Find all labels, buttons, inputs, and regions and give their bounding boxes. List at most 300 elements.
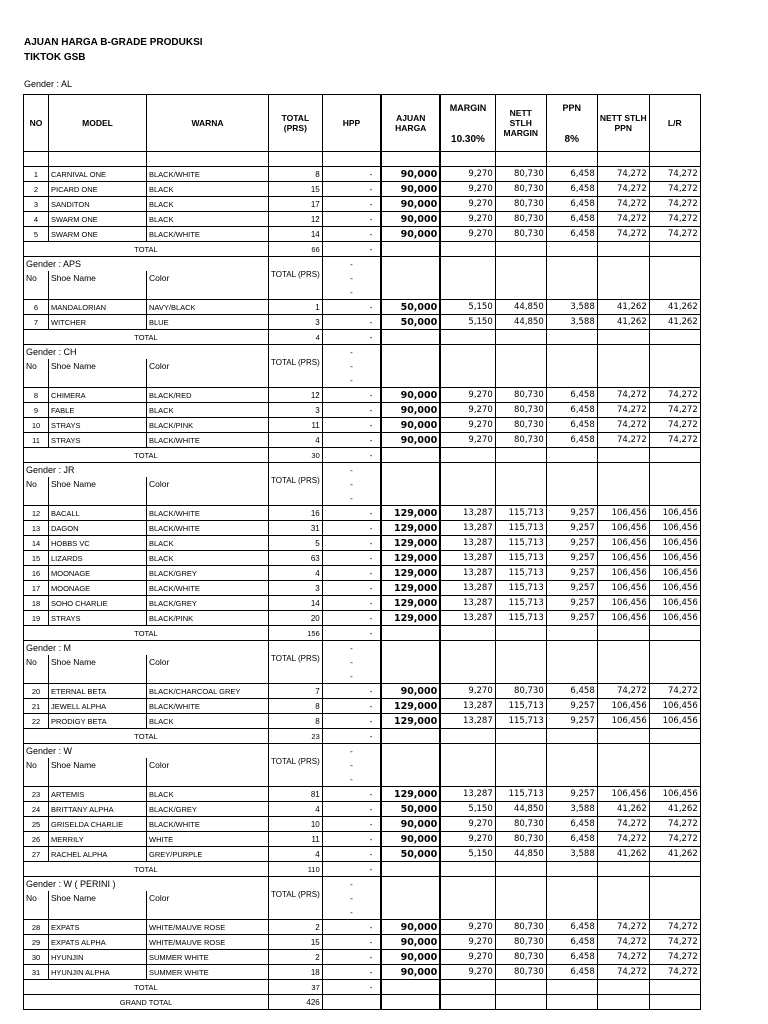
empty-cell: [649, 980, 700, 995]
row-hpp: -: [322, 315, 381, 330]
row-hpp: -: [322, 242, 381, 257]
empty-cell: [546, 641, 597, 656]
row-total: 18: [269, 965, 323, 980]
hpp-cell: -: [322, 257, 381, 272]
row-hpp: -: [322, 506, 381, 521]
empty-cell: [495, 641, 546, 656]
row-ajuan-harga: 129,000: [381, 787, 440, 802]
row-total: 15: [269, 182, 323, 197]
empty-cell: [597, 242, 649, 257]
row-margin: 9,270: [440, 167, 495, 182]
empty-cell: [546, 242, 597, 257]
row-model: STRAYS: [49, 611, 147, 626]
row-margin: 9,270: [440, 832, 495, 847]
row-nett-margin: 44,850: [495, 300, 546, 315]
row-ppn: 6,458: [546, 212, 597, 227]
header-margin-pct: 10.30%: [451, 134, 485, 145]
row-nett-ppn: 74,272: [597, 403, 649, 418]
row-hpp: -: [322, 802, 381, 817]
row-hpp: -: [322, 611, 381, 626]
empty-cell: [649, 905, 700, 920]
empty-cell: [147, 669, 269, 684]
empty-cell: [381, 862, 440, 877]
row-nett-ppn: 74,272: [597, 167, 649, 182]
empty-cell: [49, 285, 147, 300]
row-total: 31: [269, 521, 323, 536]
row-model: PICARD ONE: [49, 182, 147, 197]
row-ppn: 9,257: [546, 506, 597, 521]
gender-row: [24, 641, 701, 656]
hpp-cell: -: [322, 891, 381, 905]
empty-cell: [269, 373, 323, 388]
table-row: [24, 950, 701, 965]
row-warna: WHITE/MAUVE ROSE: [147, 935, 269, 950]
sub-header-no: No: [24, 655, 49, 669]
empty-cell: [440, 655, 495, 669]
empty-cell: [381, 758, 440, 772]
table-row: [24, 817, 701, 832]
sub-header-total: TOTAL (PRS): [269, 477, 323, 491]
gender-label: Gender : APS: [24, 257, 269, 272]
row-nett-ppn: 74,272: [597, 920, 649, 935]
empty-cell: [381, 729, 440, 744]
empty-cell: [269, 152, 323, 167]
empty-cell: [649, 477, 700, 491]
row-margin: 9,270: [440, 920, 495, 935]
empty-cell: [546, 491, 597, 506]
row-no: 19: [24, 611, 49, 626]
row-nett-margin: 80,730: [495, 197, 546, 212]
row-nett-ppn: 74,272: [597, 684, 649, 699]
empty-cell: [381, 980, 440, 995]
empty-cell: [597, 729, 649, 744]
empty-cell: [495, 980, 546, 995]
row-ppn: 3,588: [546, 300, 597, 315]
row-hpp: -: [322, 566, 381, 581]
row-warna: BLACK: [147, 787, 269, 802]
row-margin: 13,287: [440, 596, 495, 611]
gender-row: [24, 345, 701, 360]
row-total: 16: [269, 506, 323, 521]
hpp-cell: -: [322, 744, 381, 759]
row-lr: 74,272: [649, 950, 700, 965]
empty-cell: [546, 891, 597, 905]
sub-header-total: TOTAL (PRS): [269, 655, 323, 669]
row-nett-ppn: 106,456: [597, 611, 649, 626]
empty-cell: [24, 669, 49, 684]
grand-total-label: GRAND TOTAL: [24, 995, 269, 1010]
empty-cell: [381, 626, 440, 641]
row-nett-margin: 115,713: [495, 536, 546, 551]
table-row: [24, 300, 701, 315]
row-nett-ppn: 74,272: [597, 433, 649, 448]
row-hpp: -: [322, 714, 381, 729]
row-total: 5: [269, 536, 323, 551]
blank-row: [24, 669, 701, 684]
empty-cell: [546, 463, 597, 478]
row-ppn: 9,257: [546, 536, 597, 551]
row-margin: 5,150: [440, 847, 495, 862]
row-nett-margin: 44,850: [495, 847, 546, 862]
header-lr: L/R: [649, 95, 700, 152]
row-lr: 106,456: [649, 551, 700, 566]
row-warna: WHITE: [147, 832, 269, 847]
empty-cell: [597, 995, 649, 1010]
gender-row: [24, 877, 701, 892]
gender-row: [24, 463, 701, 478]
header-margin: [440, 95, 495, 152]
empty-cell: [649, 891, 700, 905]
header-ppn-label: PPN: [562, 103, 581, 113]
sub-header-shoe-name: Shoe Name: [49, 477, 147, 491]
row-lr: 106,456: [649, 581, 700, 596]
empty-cell: [546, 772, 597, 787]
row-model: BACALL: [49, 506, 147, 521]
table-row: [24, 388, 701, 403]
empty-cell: [546, 758, 597, 772]
empty-cell: [440, 862, 495, 877]
row-nett-ppn: 74,272: [597, 965, 649, 980]
row-no: 18: [24, 596, 49, 611]
row-warna: BLACK/WHITE: [147, 581, 269, 596]
row-total: 8: [269, 699, 323, 714]
empty-cell: [597, 152, 649, 167]
empty-cell: [440, 772, 495, 787]
row-no: 13: [24, 521, 49, 536]
row-lr: 41,262: [649, 315, 700, 330]
row-no: 3: [24, 197, 49, 212]
row-nett-ppn: 74,272: [597, 197, 649, 212]
row-hpp: -: [322, 433, 381, 448]
empty-cell: [440, 477, 495, 491]
row-no: 24: [24, 802, 49, 817]
row-warna: WHITE/MAUVE ROSE: [147, 920, 269, 935]
sub-header-color: Color: [147, 359, 269, 373]
row-ajuan-harga: 50,000: [381, 847, 440, 862]
row-warna: BLACK: [147, 182, 269, 197]
row-warna: BLACK: [147, 403, 269, 418]
total-value: 23: [269, 729, 323, 744]
empty-cell: [495, 285, 546, 300]
blank-row: [24, 772, 701, 787]
row-lr: 74,272: [649, 197, 700, 212]
row-model: MERRILY: [49, 832, 147, 847]
row-total: 14: [269, 596, 323, 611]
empty-cell: [24, 373, 49, 388]
empty-cell: [269, 491, 323, 506]
row-ppn: 6,458: [546, 684, 597, 699]
total-value: 66: [269, 242, 323, 257]
empty-cell: [546, 330, 597, 345]
sub-header-total: TOTAL (PRS): [269, 758, 323, 772]
row-nett-ppn: 106,456: [597, 551, 649, 566]
row-model: EXPATS: [49, 920, 147, 935]
empty-cell: [381, 257, 440, 272]
row-hpp: -: [322, 227, 381, 242]
row-nett-ppn: 106,456: [597, 699, 649, 714]
row-model: STRAYS: [49, 418, 147, 433]
row-margin: 9,270: [440, 212, 495, 227]
row-nett-ppn: 106,456: [597, 506, 649, 521]
row-lr: 74,272: [649, 212, 700, 227]
sub-header-row: [24, 891, 701, 905]
hpp-cell: -: [322, 271, 381, 285]
empty-cell: [597, 373, 649, 388]
sub-header-color: Color: [147, 271, 269, 285]
row-total: 8: [269, 167, 323, 182]
row-lr: 74,272: [649, 920, 700, 935]
total-row: [24, 330, 701, 345]
row-nett-ppn: 106,456: [597, 521, 649, 536]
row-margin: 13,287: [440, 611, 495, 626]
row-hpp: -: [322, 787, 381, 802]
row-ppn: 9,257: [546, 699, 597, 714]
total-row: [24, 626, 701, 641]
row-model: WITCHER: [49, 315, 147, 330]
row-margin: 9,270: [440, 403, 495, 418]
row-lr: 74,272: [649, 388, 700, 403]
row-hpp: -: [322, 684, 381, 699]
row-nett-margin: 80,730: [495, 965, 546, 980]
row-ajuan-harga: 90,000: [381, 227, 440, 242]
row-model: ETERNAL BETA: [49, 684, 147, 699]
row-nett-margin: 80,730: [495, 433, 546, 448]
row-ajuan-harga: 90,000: [381, 433, 440, 448]
empty-cell: [495, 772, 546, 787]
row-ppn: 6,458: [546, 817, 597, 832]
empty-cell: [649, 995, 700, 1010]
gender-row: [24, 744, 701, 759]
empty-cell: [440, 877, 495, 892]
empty-cell: [49, 491, 147, 506]
row-warna: BLACK/WHITE: [147, 506, 269, 521]
total-label: TOTAL: [24, 242, 269, 257]
row-ajuan-harga: 90,000: [381, 817, 440, 832]
row-ppn: 9,257: [546, 714, 597, 729]
hpp-cell: -: [322, 655, 381, 669]
row-nett-margin: 80,730: [495, 684, 546, 699]
table-row: [24, 684, 701, 699]
row-no: 15: [24, 551, 49, 566]
empty-cell: [546, 626, 597, 641]
total-row: [24, 729, 701, 744]
row-total: 3: [269, 403, 323, 418]
empty-cell: [597, 626, 649, 641]
row-nett-margin: 80,730: [495, 832, 546, 847]
header-ppn: [546, 95, 597, 152]
empty-cell: [381, 345, 440, 360]
empty-cell: [597, 891, 649, 905]
row-no: 6: [24, 300, 49, 315]
row-margin: 9,270: [440, 684, 495, 699]
sub-header-shoe-name: Shoe Name: [49, 758, 147, 772]
row-ppn: 6,458: [546, 403, 597, 418]
empty-cell: [649, 359, 700, 373]
empty-cell: [269, 905, 323, 920]
row-model: SWARM ONE: [49, 227, 147, 242]
empty-cell: [649, 330, 700, 345]
sub-header-row: [24, 477, 701, 491]
row-model: MOONAGE: [49, 566, 147, 581]
row-nett-ppn: 106,456: [597, 566, 649, 581]
empty-cell: [546, 729, 597, 744]
row-ppn: 6,458: [546, 227, 597, 242]
row-warna: BLACK/RED: [147, 388, 269, 403]
row-nett-ppn: 106,456: [597, 714, 649, 729]
gender-row: [24, 257, 701, 272]
empty-cell: [440, 980, 495, 995]
row-warna: BLACK: [147, 536, 269, 551]
empty-cell: [24, 905, 49, 920]
row-total: 4: [269, 433, 323, 448]
row-no: 26: [24, 832, 49, 847]
row-warna: BLACK/CHARCOAL GREY: [147, 684, 269, 699]
row-lr: 41,262: [649, 847, 700, 862]
empty-cell: [495, 491, 546, 506]
row-no: 12: [24, 506, 49, 521]
row-warna: BLACK/WHITE: [147, 521, 269, 536]
empty-cell: [381, 772, 440, 787]
row-nett-ppn: 74,272: [597, 182, 649, 197]
row-nett-margin: 80,730: [495, 418, 546, 433]
row-lr: 74,272: [649, 684, 700, 699]
sub-header-total: TOTAL (PRS): [269, 891, 323, 905]
row-total: 17: [269, 197, 323, 212]
table-row: [24, 403, 701, 418]
row-hpp: -: [322, 950, 381, 965]
row-no: 8: [24, 388, 49, 403]
row-margin: 13,287: [440, 506, 495, 521]
empty-cell: [546, 152, 597, 167]
sub-header-row: [24, 758, 701, 772]
empty-cell: [269, 641, 323, 656]
row-ppn: 9,257: [546, 596, 597, 611]
sub-header-shoe-name: Shoe Name: [49, 655, 147, 669]
row-lr: 106,456: [649, 536, 700, 551]
table-row: [24, 536, 701, 551]
empty-cell: [269, 744, 323, 759]
row-nett-margin: 115,713: [495, 787, 546, 802]
empty-cell: [597, 285, 649, 300]
row-nett-ppn: 41,262: [597, 315, 649, 330]
row-no: 22: [24, 714, 49, 729]
empty-cell: [440, 463, 495, 478]
row-ppn: 6,458: [546, 418, 597, 433]
empty-cell: [495, 242, 546, 257]
row-ajuan-harga: 129,000: [381, 521, 440, 536]
row-no: 5: [24, 227, 49, 242]
row-warna: BLACK/PINK: [147, 611, 269, 626]
row-total: 15: [269, 935, 323, 950]
table-row: [24, 506, 701, 521]
row-model: SOHO CHARLIE: [49, 596, 147, 611]
empty-cell: [381, 285, 440, 300]
empty-cell: [440, 729, 495, 744]
empty-cell: [546, 359, 597, 373]
empty-cell: [546, 744, 597, 759]
row-total: 3: [269, 581, 323, 596]
hpp-cell: -: [322, 345, 381, 360]
empty-cell: [440, 905, 495, 920]
empty-cell: [147, 373, 269, 388]
row-lr: 74,272: [649, 817, 700, 832]
empty-cell: [440, 744, 495, 759]
row-ajuan-harga: 129,000: [381, 581, 440, 596]
row-warna: BLACK: [147, 197, 269, 212]
row-hpp: -: [322, 388, 381, 403]
row-nett-ppn: 74,272: [597, 817, 649, 832]
row-hpp: -: [322, 182, 381, 197]
row-nett-margin: 80,730: [495, 227, 546, 242]
row-hpp: -: [322, 729, 381, 744]
sub-header-color: Color: [147, 477, 269, 491]
row-no: 16: [24, 566, 49, 581]
hpp-cell: -: [322, 359, 381, 373]
row-warna: NAVY/BLACK: [147, 300, 269, 315]
row-model: FABLE: [49, 403, 147, 418]
empty-cell: [495, 477, 546, 491]
row-lr: 74,272: [649, 965, 700, 980]
row-total: 3: [269, 315, 323, 330]
row-margin: 9,270: [440, 182, 495, 197]
blank-row: [24, 373, 701, 388]
row-no: 1: [24, 167, 49, 182]
empty-cell: [649, 877, 700, 892]
row-nett-margin: 80,730: [495, 935, 546, 950]
row-model: RACHEL ALPHA: [49, 847, 147, 862]
empty-cell: [546, 905, 597, 920]
row-no: 9: [24, 403, 49, 418]
table-row: [24, 847, 701, 862]
row-model: JEWELL ALPHA: [49, 699, 147, 714]
empty-cell: [546, 995, 597, 1010]
empty-cell: [269, 669, 323, 684]
row-nett-ppn: 106,456: [597, 787, 649, 802]
empty-cell: [269, 285, 323, 300]
row-warna: BLUE: [147, 315, 269, 330]
empty-cell: [440, 152, 495, 167]
empty-cell: [495, 877, 546, 892]
hpp-cell: -: [322, 669, 381, 684]
row-total: 20: [269, 611, 323, 626]
row-no: 23: [24, 787, 49, 802]
row-model: SWARM ONE: [49, 212, 147, 227]
row-hpp: -: [322, 167, 381, 182]
row-ajuan-harga: 50,000: [381, 300, 440, 315]
row-hpp: -: [322, 403, 381, 418]
row-no: 31: [24, 965, 49, 980]
empty-cell: [495, 330, 546, 345]
empty-cell: [649, 152, 700, 167]
row-nett-margin: 115,713: [495, 581, 546, 596]
row-hpp: -: [322, 847, 381, 862]
blank-row: [24, 491, 701, 506]
empty-cell: [546, 655, 597, 669]
empty-cell: [440, 330, 495, 345]
row-margin: 13,287: [440, 714, 495, 729]
row-ppn: 9,257: [546, 611, 597, 626]
row-margin: 9,270: [440, 950, 495, 965]
row-lr: 74,272: [649, 227, 700, 242]
row-hpp: -: [322, 197, 381, 212]
row-model: BRITTANY ALPHA: [49, 802, 147, 817]
empty-cell: [649, 345, 700, 360]
row-nett-margin: 115,713: [495, 566, 546, 581]
row-total: 10: [269, 817, 323, 832]
row-nett-ppn: 74,272: [597, 212, 649, 227]
empty-cell: [597, 257, 649, 272]
header-model: MODEL: [49, 95, 147, 152]
